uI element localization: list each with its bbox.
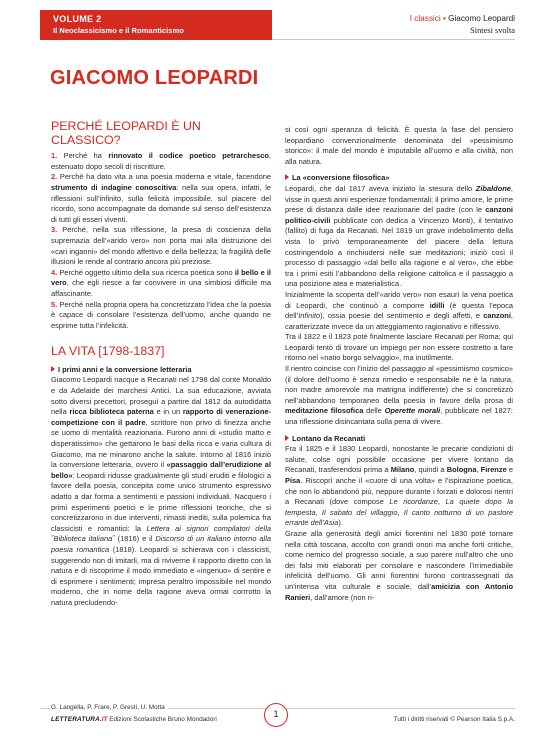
section-title-classico: PERCHÉ LEOPARDI È UN CLASSICO? xyxy=(51,119,201,147)
brand-logo-suffix: .IT xyxy=(99,716,108,723)
brand-logo: LETTERATURA xyxy=(51,716,100,723)
classico-point: 4. Perché oggetto ultimo della sua ricerca poetica sono il bello e il vero, che egli riesce a far convivere in una simbiosi difficile ma affascinante. xyxy=(51,267,271,298)
volume-label: VOLUME 2 xyxy=(53,14,102,24)
page-title: GIACOMO LEOPARDI xyxy=(50,67,259,89)
series-bullet: • xyxy=(442,14,446,23)
subhead-primi-anni: I primi anni e la conversione letteraria xyxy=(51,365,271,376)
classico-point: 2. Perché ha dato vita a una poesia moderna e vitale, facendone strumento di indagine conoscitiva: nella sua opera, infatti, le riflessioni sull’infinito, sulla felicità impossibile, sul piacere del ricordo, sono accompagnate da domande sul senso dell’esistenza di tutti gli esseri viventi. xyxy=(51,172,271,224)
vita-paragraph: Inizialmente la scoperta dell’«arido vero» non esaurì la vena poetica di Leopardi, che continuò a comporre idilli (è questa l’epoca dell’Infinito), ossia poesie del sentimento e degli affetti, e canzoni, caratterizzate invece da un atteggiamento ragionativo e riflessivo. xyxy=(285,289,513,331)
triangle-bullet-icon xyxy=(285,435,289,441)
triangle-bullet-icon xyxy=(51,366,55,372)
subhead-lontano: Lontano da Recanati xyxy=(285,434,513,445)
vita-paragraph: Tra il 1822 e il 1823 poté finalmente lasciare Recanati per Roma; qui Leopardi tentò di trovare un impiego per non essere costretto a fare ritorno nel «natio borgo selvaggio», ma inutilmente. xyxy=(285,332,513,363)
header-volume-band xyxy=(40,10,272,40)
footer-authors: G. Langella, P. Frare, P. Gresti, U. Motta xyxy=(51,704,168,711)
volume-subtitle: Il Neoclassicismo e il Romanticismo xyxy=(53,26,184,35)
header-kind: Sintesi svolta xyxy=(470,26,515,35)
vita-paragraph: Il rientro coincise con l’inizio del passaggio al «pessimismo cosmico» (il dolore dell’uomo è senza rimedio e responsabile ne è la natura, non madre amorevole ma matrigna indifferente) che si concretizzò nell’abbandono temporaneo della poesia in favore della prosa di meditazione filosofica delle Operette morali, pubblicate nel 1827: una riflessione disincantata sulla pena di vivere. xyxy=(285,364,513,427)
subhead-conversione: La «conversione filosofica» xyxy=(285,173,513,184)
vita-paragraph: Fra il 1825 e il 1830 Leopardi, nonostante le precarie condizioni di salute, colse ogni possibile occasione per vivere lontano da Recanati, trasferendosi prima a Milano, quindi a Bologna, Firenze e Pisa. Riscoprì anche il «cuore di una volta» e l’ispirazione poetica, che non lo abbandonò più, neppure durante i forzati e dolorosi rientri a Recanati (dove compose Le ricordanze, La quiete dopo la tempesta, Il sabato del villaggio, Il canto notturno di un pastore errante dell’Asia). xyxy=(285,444,513,528)
classico-point: 5. Perché nella propria opera ha concretizzato l’idea che la poesia è capace di consolare l’esistenza dell’uomo, anche quando ne esprime tutta l’infelicità. xyxy=(51,299,271,330)
vita-paragraph: Leopardi, che dal 1817 aveva iniziato la stesura dello Zibaldone, visse in questi anni esperienze fondamentali; il primo amore, le prime prese di distanza dalle idee reazionarie del padre (con le canzoni politico-civili pubblicate con dedica a Vincenzo Monti), il tentativo (fallito) di fuga da Recanati. Nel 1819 un grave indebolimento della vista lo privò temporaneamente del piacere della lettura costringendolo a rinchiudersi nelle sue meditazioni; iniziò così il processo di passaggio «dal bello alla ragione e al vero», che ebbe tra i primi esiti l’abbandono della religione cattolica e il passaggio a una posizione atea e materialistica. xyxy=(285,183,513,289)
footer-publisher: LETTERATURA.IT Edizioni Scolastiche Bruno Mondadori xyxy=(51,716,217,723)
series-label: I classici xyxy=(409,14,441,23)
right-column xyxy=(285,125,513,603)
classico-point: 3. Perché, nella sua riflessione, la presa di coscienza della supremazia dell’«arido vero» non porta mai alla distruzione dei «cari inganni» del mondo affettivo e della bellezza; la fragilità delle illusioni le rende al contrario ancora più preziose. xyxy=(51,225,271,267)
section-title-vita: LA VITA [1798-1837] xyxy=(51,344,165,359)
footer-rights: Tutti i diritti riservati © Pearson Italia S.p.A. xyxy=(393,716,515,723)
left-column xyxy=(51,120,271,609)
triangle-bullet-icon xyxy=(285,174,289,180)
vita-paragraph: Giacomo Leopardi nacque a Recanati nel 1798 dal conte Monaldo e da Adelaide dei marchesi Antici. La sua educazione, avviata sotto diversi precettori, proseguì a partire dal 1812 da autodidatta nella ricca biblioteca paterna e in un rapporto di venerazione-competizione con il padre, scrittore non privo di finezza anche se uomo di mentalità reazionaria. Furono anni di «studio matto e disperatissimo» che gettarono le basi della ricca e varia cultura di Giacomo, ma ne minarono anche la salute. Intorno al 1816 iniziò la conversione letteraria, ovvero il «passaggio dall’erudizione al bello»: Leopardi ridusse gradualmente gli studi eruditi e filologici a favore della poesia, concepita come unico strumento espressivo adatto a dar forma a sentimenti e passioni individuali. Nacquero i primi esperimenti poetici e le prime riflessioni teoriche, che si concretizzarono in due interventi, rimasti inediti, sulla polemica fra classicisti e romantici: la Lettera ai signori compilatori della ˝Biblioteca italiana˝ (1816) e il Discorso di un italiano intorno alla poesia romantica (1818). Leopardi si schierava con i classicisti, suggerendo non di imitarli, ma di riviverne il rapporto diretto con la natura e di riscoprirne il modo immediato e «ingenuo» di sentire e di esprimere i sentimenti; impresa peraltro impossibile nel mondo moderno, che in nome della ragione aveva ormai corrrotto la natura precludendo- xyxy=(51,375,272,607)
page-number: 1 xyxy=(264,703,288,727)
header-series-info xyxy=(272,10,515,40)
header-author: Giacomo Leopardi xyxy=(448,14,515,23)
vita-paragraph: Grazie alla generosità degli amici fiorentini nel 1830 poté tornare nella città toscana, accolto con grandi onori ma anche forti critiche, come nemico del progresso sociale, a suo parere null’altro che uno dei falsi miti elaborati per consolare e nascondere l’irrimediabile infelicità dell’uomo. Gli anni fiorentini furono contrassegnati da un’intensa vita culturale e sociale, dall’amicizia con Antonio Ranieri, dall’amore (non ri- xyxy=(285,528,514,602)
classico-point: 1. Perché ha rinnovato il codice poetico petrarchesco, estenuato dopo secoli di riscritture. xyxy=(51,151,271,171)
vita-paragraph: si così ogni speranza di felicità. È questa la fase del pensiero leopardiano convenzionalmente denominata del «pessimismo storico»: il male del mondo è imputabile all’uomo e alla civiltà, non alla natura. xyxy=(285,125,513,166)
